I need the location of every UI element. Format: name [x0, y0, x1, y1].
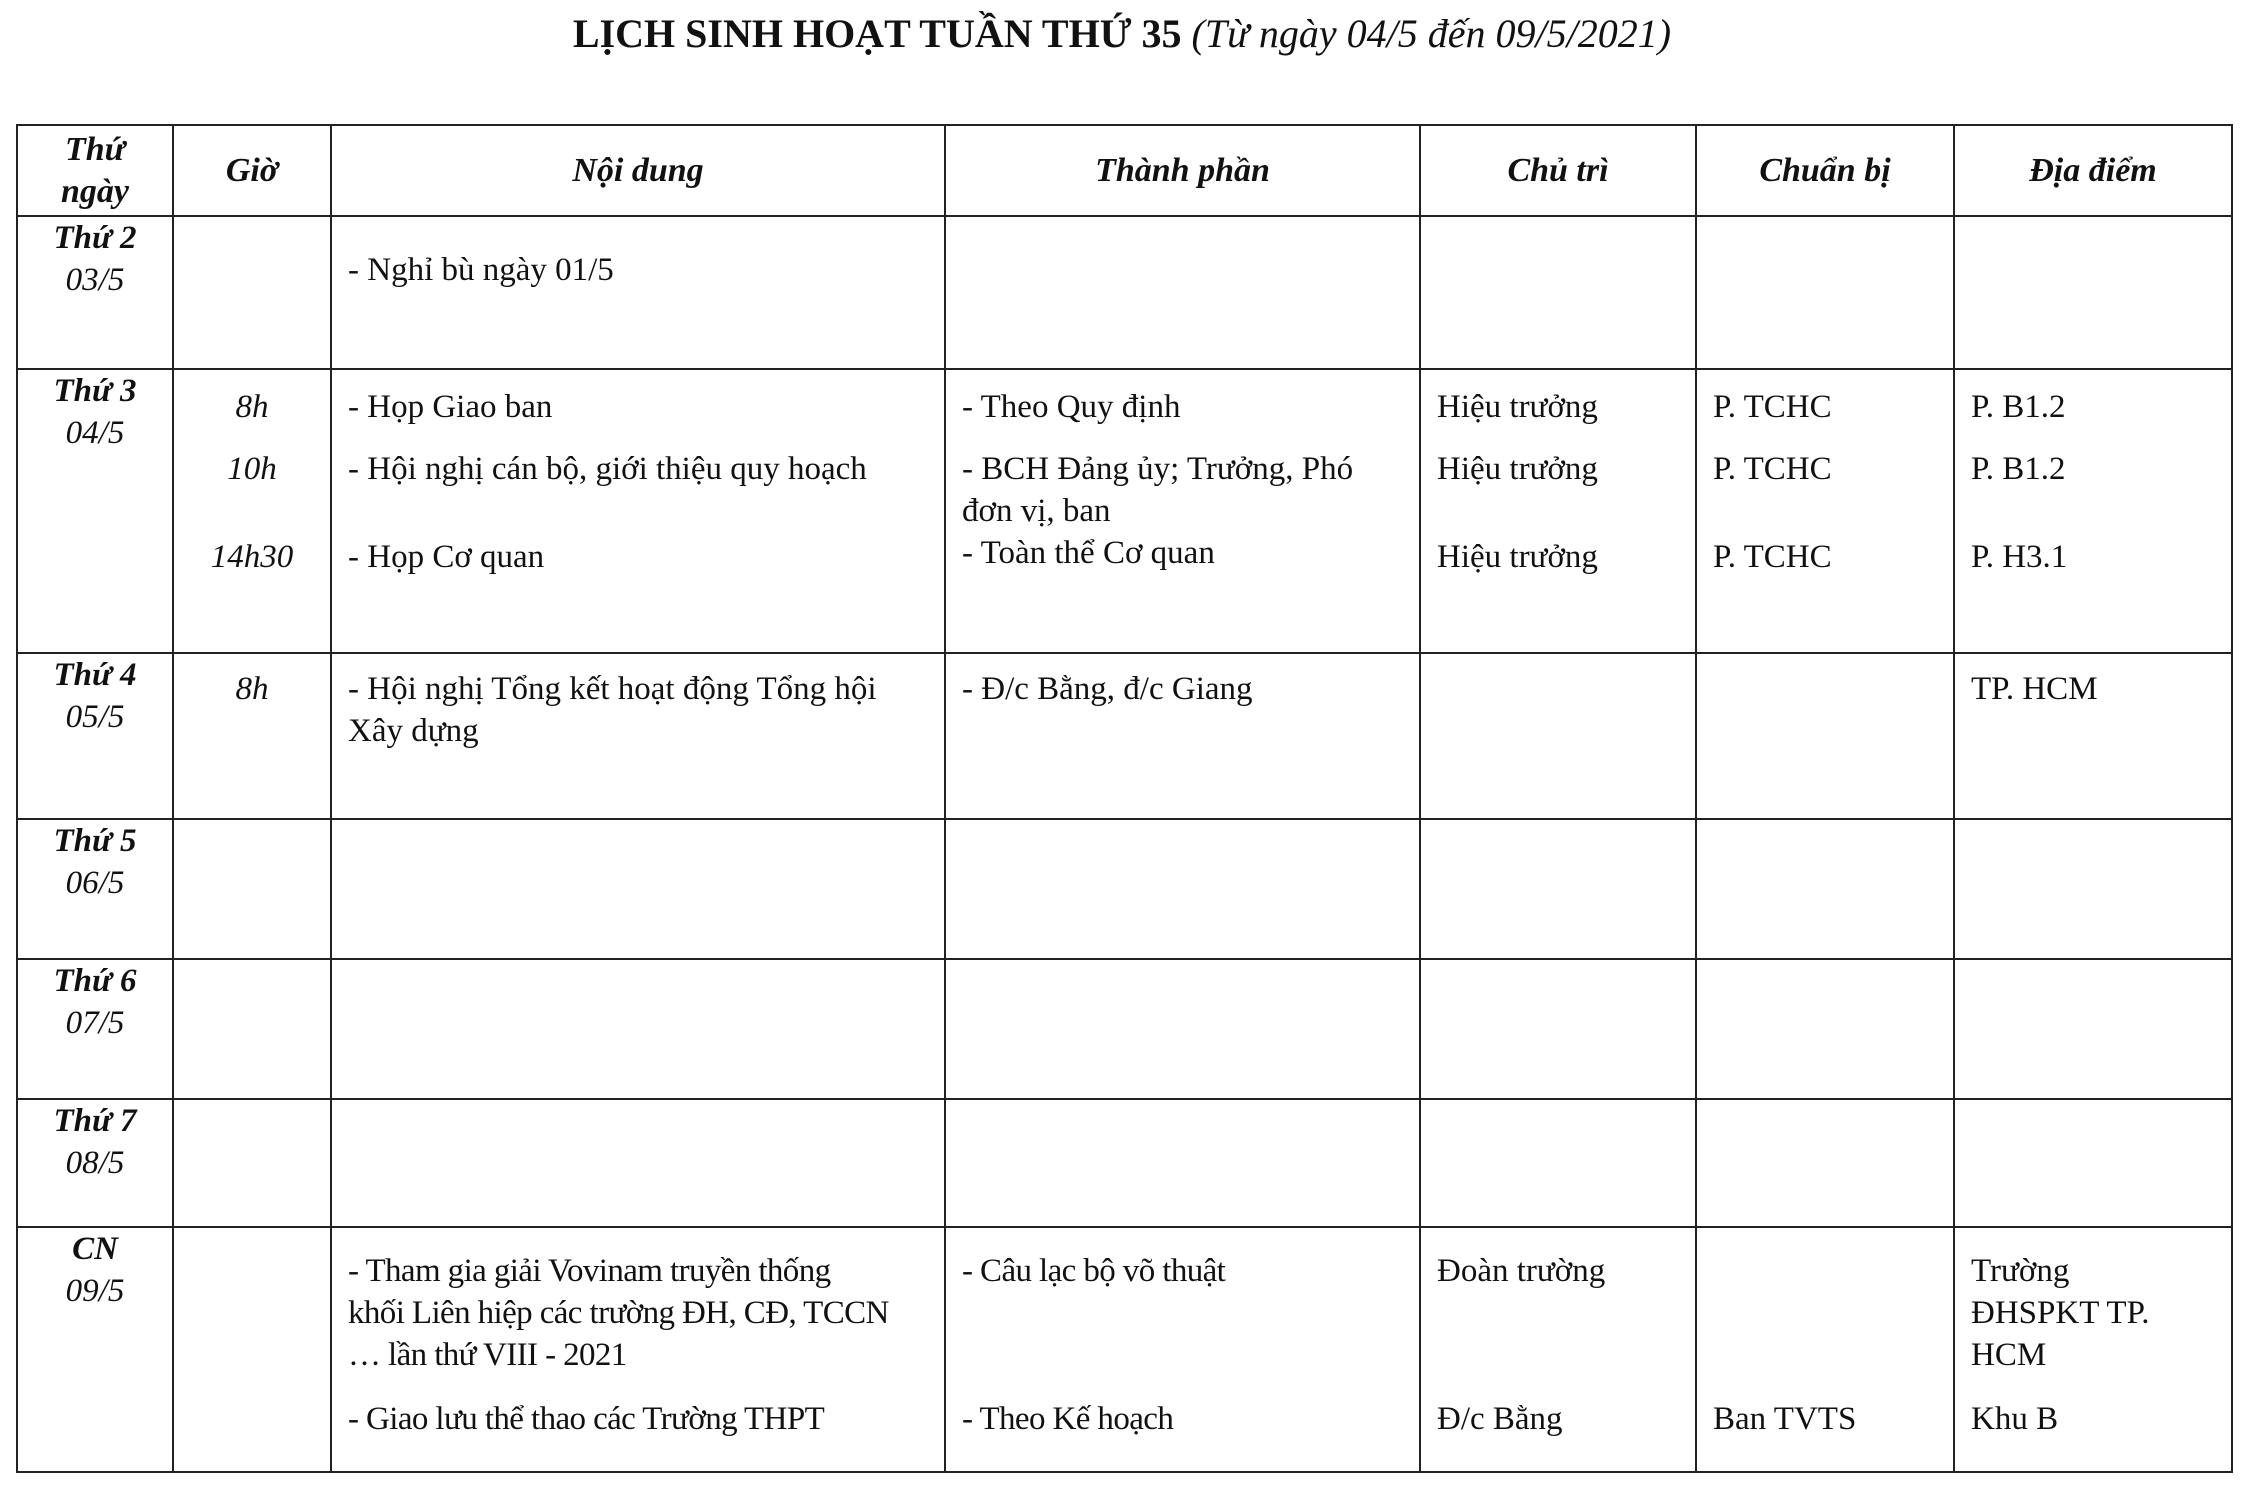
content-cell: [331, 959, 945, 1099]
table-row: [17, 369, 2232, 653]
day-cell: Thứ 4 05/5: [17, 653, 173, 819]
participants-cell: - Đ/c Bằng, đ/c Giang: [945, 653, 1420, 819]
participants-cell: [945, 819, 1420, 959]
location-cell: [1954, 819, 2232, 959]
prep-cell: [1696, 959, 1954, 1099]
chair-cell: Đoàn trường Đ/c Bằng: [1420, 1227, 1696, 1472]
day-cell: Thứ 2 03/5: [17, 216, 173, 369]
time-cell: 8h 10h 14h30: [173, 369, 331, 653]
prep-cell: [1696, 653, 1954, 819]
schedule-table: [16, 124, 2233, 1473]
participants-cell: - Theo Quy định - BCH Đảng ủy; Trưởng, Phó đơn vị, ban - Toàn thể Cơ quan: [945, 369, 1420, 653]
participants-cell: [945, 216, 1420, 369]
header-participants: Thành phần: [945, 125, 1420, 216]
time-cell: 8h: [173, 653, 331, 819]
chair-cell: [1420, 819, 1696, 959]
header-location: Địa điểm: [1954, 125, 2232, 216]
location-cell: Trường ĐHSPKT TP. HCM Khu B: [1954, 1227, 2232, 1472]
location-cell: [1954, 1099, 2232, 1227]
content-cell: [331, 819, 945, 959]
header-day: Thứ ngày: [17, 125, 173, 216]
header-row: [17, 125, 2232, 216]
page-title: [0, 8, 2244, 60]
table-row: [17, 216, 2232, 369]
day-cell: Thứ 5 06/5: [17, 819, 173, 959]
header-time: Giờ: [173, 125, 331, 216]
header-chair: Chủ trì: [1420, 125, 1696, 216]
chair-cell: [1420, 216, 1696, 369]
content-cell: - Nghỉ bù ngày 01/5: [331, 216, 945, 369]
time-cell: [173, 1227, 331, 1472]
title-main: LỊCH SINH HOẠT TUẦN THỨ 35: [572, 11, 1182, 56]
prep-cell: [1696, 216, 1954, 369]
time-cell: [173, 1099, 331, 1227]
prep-cell: Ban TVTS: [1696, 1227, 1954, 1472]
time-cell: [173, 819, 331, 959]
chair-cell: Hiệu trưởng Hiệu trưởng Hiệu trưởng: [1420, 369, 1696, 653]
time-cell: [173, 216, 331, 369]
table-row: [17, 1227, 2232, 1472]
location-cell: TP. HCM: [1954, 653, 2232, 819]
content-cell: - Tham gia giải Vovinam truyền thống khối Liên hiệp các trường ĐH, CĐ, TCCN … lần thứ VIII - 2021 - Giao lưu thể thao các Trường THPT: [331, 1227, 945, 1472]
header-prep: Chuẩn bị: [1696, 125, 1954, 216]
table-row: [17, 653, 2232, 819]
participants-cell: - Câu lạc bộ võ thuật - Theo Kế hoạch: [945, 1227, 1420, 1472]
header-content: Nội dung: [331, 125, 945, 216]
location-cell: [1954, 216, 2232, 369]
table-row: [17, 1099, 2232, 1227]
content-cell: - Họp Giao ban - Hội nghị cán bộ, giới thiệu quy hoạch - Họp Cơ quan: [331, 369, 945, 653]
location-cell: P. B1.2 P. B1.2 P. H3.1: [1954, 369, 2232, 653]
location-cell: [1954, 959, 2232, 1099]
day-cell: Thứ 6 07/5: [17, 959, 173, 1099]
prep-cell: [1696, 819, 1954, 959]
content-cell: [331, 1099, 945, 1227]
prep-cell: [1696, 1099, 1954, 1227]
day-cell: CN 09/5: [17, 1227, 173, 1472]
participants-cell: [945, 1099, 1420, 1227]
chair-cell: [1420, 1099, 1696, 1227]
title-date-range: (Từ ngày 04/5 đến 09/5/2021): [1191, 11, 1672, 56]
prep-cell: P. TCHC P. TCHC P. TCHC: [1696, 369, 1954, 653]
table-row: [17, 959, 2232, 1099]
day-cell: Thứ 3 04/5: [17, 369, 173, 653]
chair-cell: [1420, 959, 1696, 1099]
day-cell: Thứ 7 08/5: [17, 1099, 173, 1227]
chair-cell: [1420, 653, 1696, 819]
content-cell: - Hội nghị Tổng kết hoạt động Tổng hội Xây dựng: [331, 653, 945, 819]
table-row: [17, 819, 2232, 959]
participants-cell: [945, 959, 1420, 1099]
time-cell: [173, 959, 331, 1099]
